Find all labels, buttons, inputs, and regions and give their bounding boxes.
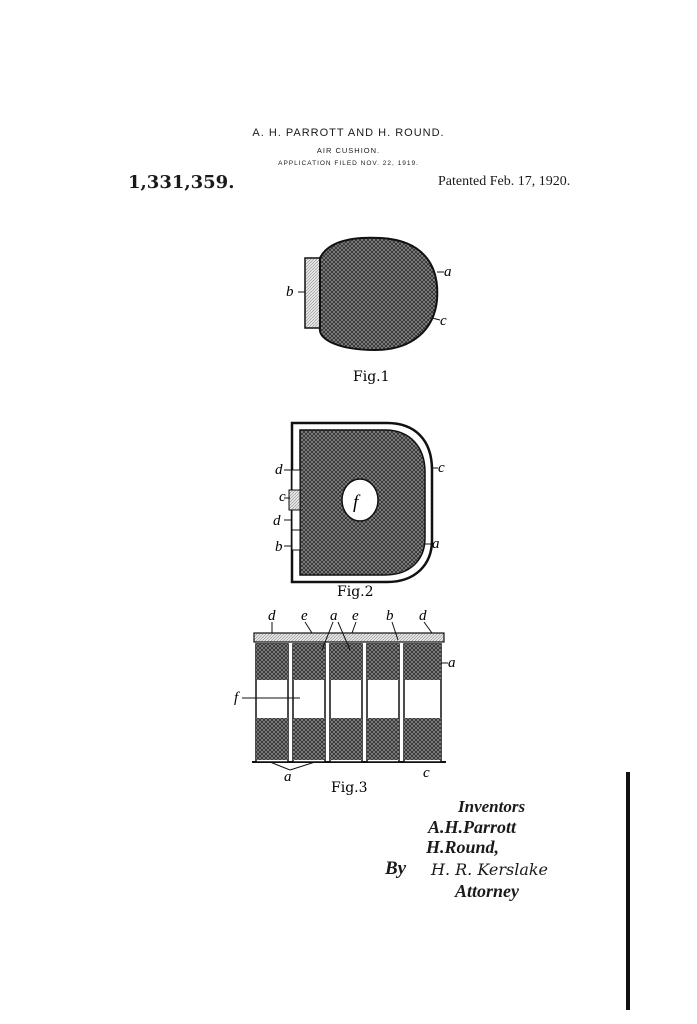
invention-title: AIR CUSHION. xyxy=(316,146,381,155)
fig2-opening-f xyxy=(342,479,378,521)
fig3-label: Fig.3 xyxy=(331,780,368,796)
figure-1 xyxy=(286,238,452,385)
fig3-letter-b: b xyxy=(386,608,394,624)
attorney-title: Attorney xyxy=(455,881,520,901)
fig3-letter-e-right: e xyxy=(352,608,359,624)
fig2-letter-c-left: c xyxy=(279,489,286,505)
fig2-letter-c-right: c xyxy=(438,460,445,476)
fig2-letter-b: b xyxy=(275,539,283,555)
fig3-letter-a-side: a xyxy=(448,655,456,671)
fig3-letter-f: f xyxy=(234,690,239,706)
inventor-name-1: A.H.Parrott xyxy=(428,817,517,837)
fig1-label: Fig.1 xyxy=(353,369,390,385)
attorney-signature: H. R. Kerslake xyxy=(431,860,549,879)
patent-date: Patented Feb. 17, 1920. xyxy=(438,174,571,189)
fig3-top-plate xyxy=(254,633,444,642)
fig2-letter-d-top: d xyxy=(275,462,283,478)
fig2-label: Fig.2 xyxy=(337,584,374,600)
fig3-cells xyxy=(256,644,441,762)
application-filed-line: APPLICATION FILED NOV. 22, 1919. xyxy=(278,160,419,167)
patent-number: 1,331,359. xyxy=(128,172,235,193)
fig3-letter-c: c xyxy=(423,765,430,781)
fig3-letter-d-left: d xyxy=(268,608,276,624)
fig1-letter-c: c xyxy=(440,313,447,329)
fig1-cushion-body xyxy=(320,238,437,350)
by-label: By xyxy=(385,858,407,879)
margin-edge-line xyxy=(626,772,630,1010)
fig3-letter-e-left: e xyxy=(301,608,308,624)
figure-3 xyxy=(234,608,456,796)
fig3-letter-a-bottom: a xyxy=(284,769,292,785)
inventors-heading: Inventors xyxy=(458,797,526,816)
fig2-letter-a: a xyxy=(432,536,440,552)
fig1-letter-a: a xyxy=(444,264,452,280)
inventors-line: A. H. PARROTT AND H. ROUND. xyxy=(252,127,445,139)
fig1-letter-b: b xyxy=(286,284,294,300)
fig3-letter-d-right: d xyxy=(419,608,427,624)
inventor-name-2: H.Round, xyxy=(426,837,500,857)
fig2-letter-f: f xyxy=(353,492,359,513)
figure-2 xyxy=(273,423,445,600)
fig2-letter-d-bottom: d xyxy=(273,513,281,529)
fig3-letter-a-top: a xyxy=(330,608,338,624)
